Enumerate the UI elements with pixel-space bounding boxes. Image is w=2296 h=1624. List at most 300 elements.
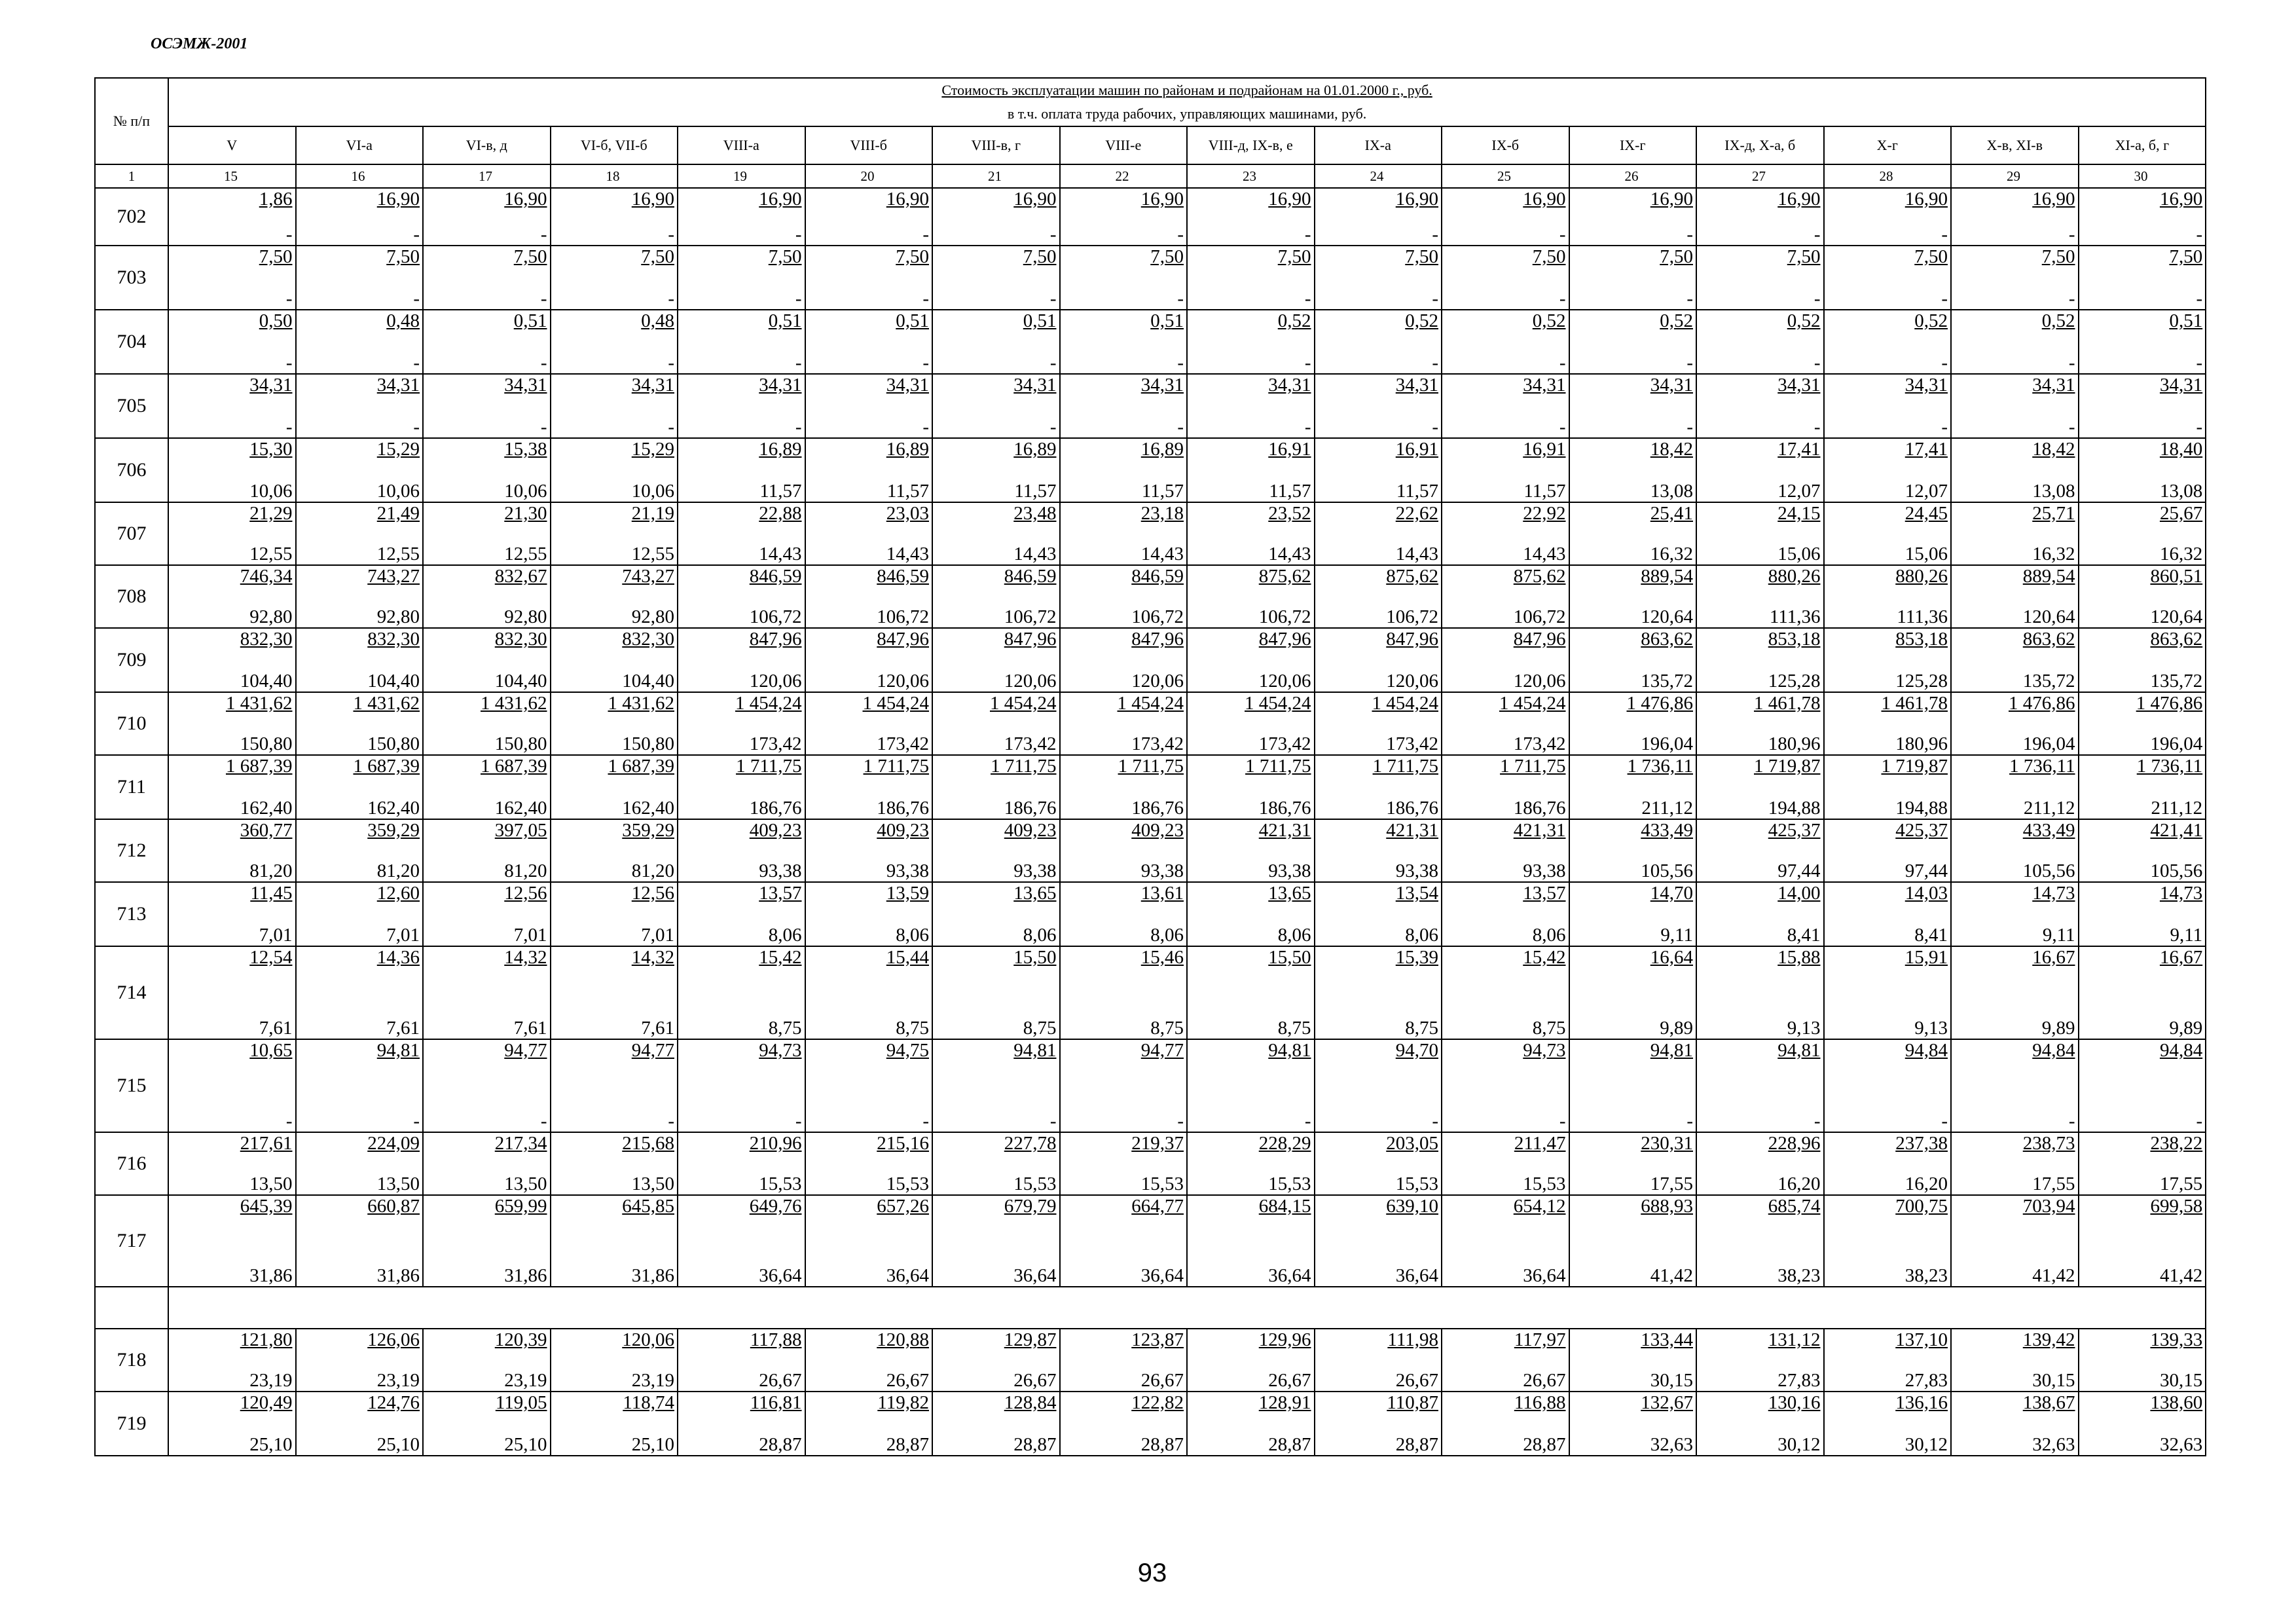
labor-cost: 28,87 <box>886 1434 929 1455</box>
value-pair <box>1952 566 2075 627</box>
value-cell <box>1696 882 1824 946</box>
value-cell <box>423 882 551 946</box>
operating-cost: 1 431,62 <box>608 693 674 714</box>
labor-cost: 120,64 <box>1641 606 1693 627</box>
value-cell <box>932 246 1060 310</box>
labor-cost: 23,19 <box>631 1370 674 1391</box>
district-header: VI-в, д <box>423 126 551 164</box>
operating-cost: 847,96 <box>1386 629 1438 650</box>
labor-cost: - <box>1941 224 1948 245</box>
value-cell <box>1824 692 1952 755</box>
value-pair <box>2079 375 2203 437</box>
value-pair <box>678 375 802 437</box>
value-pair <box>1442 246 1566 309</box>
value-cell <box>168 692 296 755</box>
labor-cost: 93,38 <box>1268 860 1311 881</box>
operating-cost: 0,51 <box>2169 310 2203 331</box>
operating-cost: 23,48 <box>1013 503 1057 524</box>
value-cell <box>1187 1132 1315 1195</box>
labor-cost: 92,80 <box>631 606 674 627</box>
labor-cost: 31,86 <box>249 1265 293 1286</box>
operating-cost: 889,54 <box>2022 566 2075 587</box>
operating-cost: 21,49 <box>376 503 420 524</box>
value-pair <box>1825 756 1948 819</box>
value-pair <box>1188 820 1311 881</box>
labor-cost: 15,53 <box>1268 1173 1311 1194</box>
value-cell <box>1824 1195 1952 1287</box>
value-cell <box>1060 565 1188 628</box>
operating-cost: 130,16 <box>1768 1392 1821 1413</box>
labor-cost: 30,12 <box>1777 1434 1821 1455</box>
value-cell <box>1824 246 1952 310</box>
value-cell <box>678 310 805 374</box>
labor-cost: 15,53 <box>1523 1173 1566 1194</box>
value-pair <box>1061 947 1184 1039</box>
labor-cost: 30,15 <box>1650 1370 1693 1391</box>
value-cell <box>1824 882 1952 946</box>
labor-cost: 81,20 <box>376 860 420 881</box>
operating-cost: 832,30 <box>367 629 420 650</box>
value-cell <box>1569 1329 1697 1392</box>
value-cell <box>1696 1039 1824 1132</box>
value-pair <box>1188 883 1311 946</box>
value-pair <box>297 883 420 946</box>
operating-cost: 664,77 <box>1131 1196 1184 1217</box>
operating-cost: 16,90 <box>1650 189 1693 210</box>
operating-cost: 24,15 <box>1777 503 1821 524</box>
value-cell <box>168 310 296 374</box>
value-cell <box>1569 1039 1697 1132</box>
operating-cost: 139,33 <box>2150 1329 2203 1350</box>
column-index: 21 <box>932 164 1060 188</box>
labor-cost: 12,07 <box>1777 481 1821 502</box>
labor-cost: - <box>795 224 802 245</box>
value-pair <box>1442 629 1566 692</box>
labor-cost: 97,44 <box>1777 860 1821 881</box>
value-pair <box>2079 629 2203 692</box>
document-code: ОСЭМЖ-2001 <box>151 35 248 52</box>
value-cell <box>2079 438 2206 502</box>
table-row <box>95 1392 2206 1456</box>
row-number: 708 <box>95 565 168 628</box>
value-cell <box>1569 628 1697 692</box>
labor-cost: - <box>1941 288 1948 309</box>
value-cell <box>1187 1392 1315 1456</box>
operating-cost: 238,73 <box>2022 1133 2075 1154</box>
value-cell <box>805 692 933 755</box>
value-cell <box>678 565 805 628</box>
value-pair <box>297 1196 420 1286</box>
column-index-row <box>95 164 2206 188</box>
district-header: IX-г <box>1569 126 1697 164</box>
operating-cost: 1 719,87 <box>1754 756 1821 777</box>
operating-cost: 16,90 <box>1777 189 1821 210</box>
value-cell <box>805 502 933 565</box>
labor-cost: 26,67 <box>1013 1370 1057 1391</box>
operating-cost: 15,50 <box>1268 947 1311 968</box>
labor-cost: - <box>1177 352 1184 373</box>
operating-cost: 1 687,39 <box>226 756 293 777</box>
operating-cost: 94,75 <box>886 1040 929 1061</box>
labor-cost: - <box>1049 224 1057 245</box>
value-cell <box>423 1329 551 1392</box>
labor-cost: 7,01 <box>641 925 674 946</box>
operating-cost: 832,30 <box>494 629 547 650</box>
operating-cost: 1 687,39 <box>608 756 674 777</box>
operating-cost: 94,81 <box>1777 1040 1821 1061</box>
district-header: VIII-б <box>805 126 933 164</box>
operating-cost: 111,98 <box>1387 1329 1438 1350</box>
value-pair <box>1061 566 1184 627</box>
value-pair <box>2079 566 2203 627</box>
table-row <box>95 692 2206 755</box>
labor-cost: 13,08 <box>2159 481 2203 502</box>
value-pair <box>1697 820 1821 881</box>
value-pair <box>1570 566 1694 627</box>
labor-cost: - <box>1049 1111 1057 1132</box>
value-pair <box>169 820 293 881</box>
row-number: 705 <box>95 374 168 438</box>
labor-cost: 16,32 <box>2159 544 2203 564</box>
district-header: IX-а <box>1315 126 1442 164</box>
operating-cost: 743,27 <box>622 566 674 587</box>
labor-cost: 11,57 <box>1396 481 1438 502</box>
value-pair <box>1825 439 1948 502</box>
value-cell <box>1315 946 1442 1039</box>
value-cell <box>2079 310 2206 374</box>
value-pair <box>1825 820 1948 881</box>
value-pair <box>1570 820 1694 881</box>
labor-cost: 11,57 <box>1014 481 1057 502</box>
table-row <box>95 188 2206 246</box>
value-cell <box>1442 565 1569 628</box>
operating-cost: 409,23 <box>1131 820 1184 841</box>
value-cell <box>423 1039 551 1132</box>
value-cell <box>551 1329 678 1392</box>
value-pair <box>1825 883 1948 946</box>
labor-cost: 9,11 <box>1660 925 1693 946</box>
labor-cost: 12,55 <box>249 544 293 564</box>
operating-cost: 846,59 <box>1004 566 1057 587</box>
district-header: VIII-е <box>1060 126 1188 164</box>
row-number: 718 <box>95 1329 168 1392</box>
labor-cost: 41,42 <box>2159 1265 2203 1286</box>
separator-cell <box>95 1287 168 1329</box>
operating-cost: 14,32 <box>631 947 674 968</box>
operating-cost: 14,32 <box>504 947 547 968</box>
operating-cost: 219,37 <box>1131 1133 1184 1154</box>
district-header-row <box>95 126 2206 164</box>
operating-cost: 13,65 <box>1268 883 1311 904</box>
value-pair <box>1188 1040 1311 1132</box>
value-pair <box>551 1196 675 1286</box>
value-pair <box>1697 189 1821 245</box>
operating-cost: 128,84 <box>1004 1392 1057 1413</box>
value-pair <box>933 375 1057 437</box>
value-pair <box>424 246 547 309</box>
value-pair <box>1952 1196 2075 1286</box>
value-pair <box>297 947 420 1039</box>
labor-cost: - <box>1177 416 1184 437</box>
operating-cost: 94,70 <box>1395 1040 1438 1061</box>
column-index: 24 <box>1315 164 1442 188</box>
operating-cost: 425,37 <box>1768 820 1821 841</box>
table-row <box>95 438 2206 502</box>
operating-cost: 227,78 <box>1004 1133 1057 1154</box>
value-pair <box>1061 1329 1184 1391</box>
labor-cost: 106,72 <box>1386 606 1438 627</box>
page-number: 93 <box>1137 1559 1167 1587</box>
value-pair <box>806 820 930 881</box>
value-pair <box>1697 629 1821 692</box>
district-header: X-в, XI-в <box>1951 126 2079 164</box>
value-pair <box>1697 246 1821 309</box>
value-cell <box>423 438 551 502</box>
operating-cost: 0,52 <box>1914 310 1948 331</box>
value-pair <box>424 756 547 819</box>
labor-cost: - <box>1432 224 1438 245</box>
value-cell <box>678 755 805 819</box>
value-pair <box>933 820 1057 881</box>
labor-cost: 26,67 <box>759 1370 802 1391</box>
value-cell <box>1442 1039 1569 1132</box>
value-pair <box>169 189 293 245</box>
column-index: 29 <box>1951 164 2079 188</box>
labor-cost: 7,01 <box>259 925 293 946</box>
value-pair <box>678 1392 802 1455</box>
operating-cost: 0,48 <box>641 310 674 331</box>
labor-cost: 105,56 <box>2150 860 2203 881</box>
value-cell <box>1696 438 1824 502</box>
operating-cost: 1 454,24 <box>1245 693 1311 714</box>
value-pair <box>1315 375 1439 437</box>
value-pair <box>297 189 420 245</box>
labor-cost: - <box>668 1111 674 1132</box>
value-pair <box>1061 189 1184 245</box>
value-pair <box>1442 1196 1566 1286</box>
value-cell <box>1442 1195 1569 1287</box>
value-pair <box>1825 947 1948 1039</box>
value-cell <box>551 438 678 502</box>
operating-cost: 34,31 <box>504 375 547 396</box>
labor-cost: 8,75 <box>1405 1018 1438 1039</box>
value-cell <box>1696 628 1824 692</box>
value-pair <box>169 693 293 754</box>
value-pair <box>678 566 802 627</box>
value-cell <box>1187 502 1315 565</box>
labor-cost: - <box>1559 1111 1566 1132</box>
value-cell <box>678 1392 805 1456</box>
value-pair <box>806 693 930 754</box>
operating-cost: 1 454,24 <box>1117 693 1184 714</box>
operating-cost: 120,49 <box>240 1392 293 1413</box>
operating-cost: 847,96 <box>749 629 802 650</box>
labor-cost: - <box>1432 352 1438 373</box>
value-pair <box>297 756 420 819</box>
value-pair <box>1061 503 1184 564</box>
labor-cost: 173,42 <box>1513 733 1566 754</box>
value-pair <box>551 503 675 564</box>
value-pair <box>1315 947 1439 1039</box>
value-pair <box>1570 375 1694 437</box>
labor-cost: 180,96 <box>1895 733 1948 754</box>
value-pair <box>2079 947 2203 1039</box>
operating-cost: 217,61 <box>240 1133 293 1154</box>
value-cell <box>1569 565 1697 628</box>
value-cell <box>1569 310 1697 374</box>
value-cell <box>1696 755 1824 819</box>
table-row <box>95 310 2206 374</box>
operating-cost: 119,05 <box>495 1392 547 1413</box>
labor-cost: 9,89 <box>2041 1018 2075 1039</box>
value-cell <box>551 1392 678 1456</box>
value-cell <box>1569 692 1697 755</box>
value-cell <box>932 438 1060 502</box>
table-title-main: Стоимость эксплуатации машин по районам и подрайонам на 01.01.2000 г., руб. <box>941 82 1432 98</box>
value-cell <box>423 310 551 374</box>
value-cell <box>1442 502 1569 565</box>
value-pair <box>1570 629 1694 692</box>
value-pair <box>1188 246 1311 309</box>
value-pair <box>297 439 420 502</box>
value-pair <box>551 310 675 373</box>
operating-cost: 16,90 <box>376 189 420 210</box>
labor-cost: 17,55 <box>2032 1173 2075 1194</box>
value-cell <box>1187 188 1315 246</box>
table-row <box>95 502 2206 565</box>
value-cell <box>296 755 424 819</box>
operating-cost: 875,62 <box>1386 566 1438 587</box>
value-pair <box>2079 1392 2203 1455</box>
value-pair <box>1825 246 1948 309</box>
value-cell <box>932 1195 1060 1287</box>
labor-cost: 186,76 <box>1386 798 1438 819</box>
labor-cost: 120,64 <box>2022 606 2075 627</box>
labor-cost: 15,06 <box>1904 544 1948 564</box>
operating-cost: 138,67 <box>2022 1392 2075 1413</box>
labor-cost: - <box>540 1111 547 1132</box>
labor-cost: 8,06 <box>1277 925 1311 946</box>
operating-cost: 94,84 <box>2159 1040 2203 1061</box>
value-cell <box>805 1132 933 1195</box>
value-pair <box>933 310 1057 373</box>
operating-cost: 23,52 <box>1268 503 1311 524</box>
value-pair <box>551 629 675 692</box>
labor-cost: - <box>413 224 420 245</box>
value-cell <box>1442 755 1569 819</box>
operating-cost: 34,31 <box>886 375 929 396</box>
operating-cost: 16,90 <box>886 189 929 210</box>
operating-cost: 34,31 <box>2159 375 2203 396</box>
value-pair <box>1570 947 1694 1039</box>
labor-cost: 93,38 <box>1013 860 1057 881</box>
operating-cost: 122,82 <box>1131 1392 1184 1413</box>
operating-cost: 16,90 <box>759 189 802 210</box>
value-cell <box>1315 1392 1442 1456</box>
operating-cost: 16,90 <box>1268 189 1311 210</box>
value-pair <box>933 1392 1057 1455</box>
labor-cost: - <box>413 1111 420 1132</box>
operating-cost: 880,26 <box>1768 566 1821 587</box>
value-pair <box>2079 246 2203 309</box>
value-pair <box>1952 629 2075 692</box>
value-cell <box>1442 882 1569 946</box>
operating-cost: 0,50 <box>259 310 293 331</box>
value-pair <box>1188 629 1311 692</box>
labor-cost: - <box>2196 288 2203 309</box>
value-cell <box>1951 246 2079 310</box>
value-pair <box>678 1329 802 1391</box>
value-cell <box>678 1195 805 1287</box>
value-cell <box>805 755 933 819</box>
labor-cost: - <box>1432 1111 1438 1132</box>
value-cell <box>678 188 805 246</box>
labor-cost: - <box>668 288 674 309</box>
operating-cost: 94,84 <box>2032 1040 2075 1061</box>
operating-cost: 123,87 <box>1131 1329 1184 1350</box>
value-pair <box>169 1040 293 1132</box>
labor-cost: 186,76 <box>1004 798 1057 819</box>
operating-cost: 1 431,62 <box>481 693 547 714</box>
value-pair <box>1952 503 2075 564</box>
column-index: 26 <box>1569 164 1697 188</box>
value-cell <box>423 819 551 882</box>
labor-cost: 173,42 <box>1258 733 1311 754</box>
value-cell <box>678 692 805 755</box>
value-cell <box>932 755 1060 819</box>
value-cell <box>296 1329 424 1392</box>
value-pair <box>169 883 293 946</box>
labor-cost: 106,72 <box>1258 606 1311 627</box>
labor-cost: - <box>922 1111 929 1132</box>
value-cell <box>932 692 1060 755</box>
value-pair <box>806 1040 930 1132</box>
value-pair <box>1952 375 2075 437</box>
row-number: 712 <box>95 819 168 882</box>
labor-cost: 120,06 <box>1131 671 1184 692</box>
labor-cost: 16,20 <box>1904 1173 1948 1194</box>
labor-cost: 15,53 <box>1013 1173 1057 1194</box>
operating-cost: 94,81 <box>1268 1040 1311 1061</box>
value-pair <box>678 693 802 754</box>
value-cell <box>1060 1132 1188 1195</box>
labor-cost: 106,72 <box>1004 606 1057 627</box>
value-pair <box>1570 756 1694 819</box>
table-body <box>95 188 2206 1456</box>
labor-cost: - <box>2068 416 2075 437</box>
operating-cost: 94,77 <box>631 1040 674 1061</box>
labor-cost: 104,40 <box>367 671 420 692</box>
labor-cost: 28,87 <box>1140 1434 1184 1455</box>
operating-cost: 7,50 <box>1660 246 1693 267</box>
labor-cost: 106,72 <box>1513 606 1566 627</box>
labor-cost: 36,64 <box>759 1265 802 1286</box>
value-pair <box>424 1040 547 1132</box>
value-cell <box>551 310 678 374</box>
labor-cost: 120,06 <box>877 671 929 692</box>
operating-cost: 94,81 <box>1013 1040 1057 1061</box>
value-cell <box>1569 502 1697 565</box>
value-pair <box>424 1196 547 1286</box>
operating-cost: 94,73 <box>759 1040 802 1061</box>
value-cell <box>1060 246 1188 310</box>
labor-cost: 8,06 <box>1532 925 1566 946</box>
labor-cost: - <box>1559 288 1566 309</box>
value-cell <box>168 438 296 502</box>
operating-cost: 425,37 <box>1895 820 1948 841</box>
row-number: 714 <box>95 946 168 1039</box>
value-cell <box>1315 246 1442 310</box>
